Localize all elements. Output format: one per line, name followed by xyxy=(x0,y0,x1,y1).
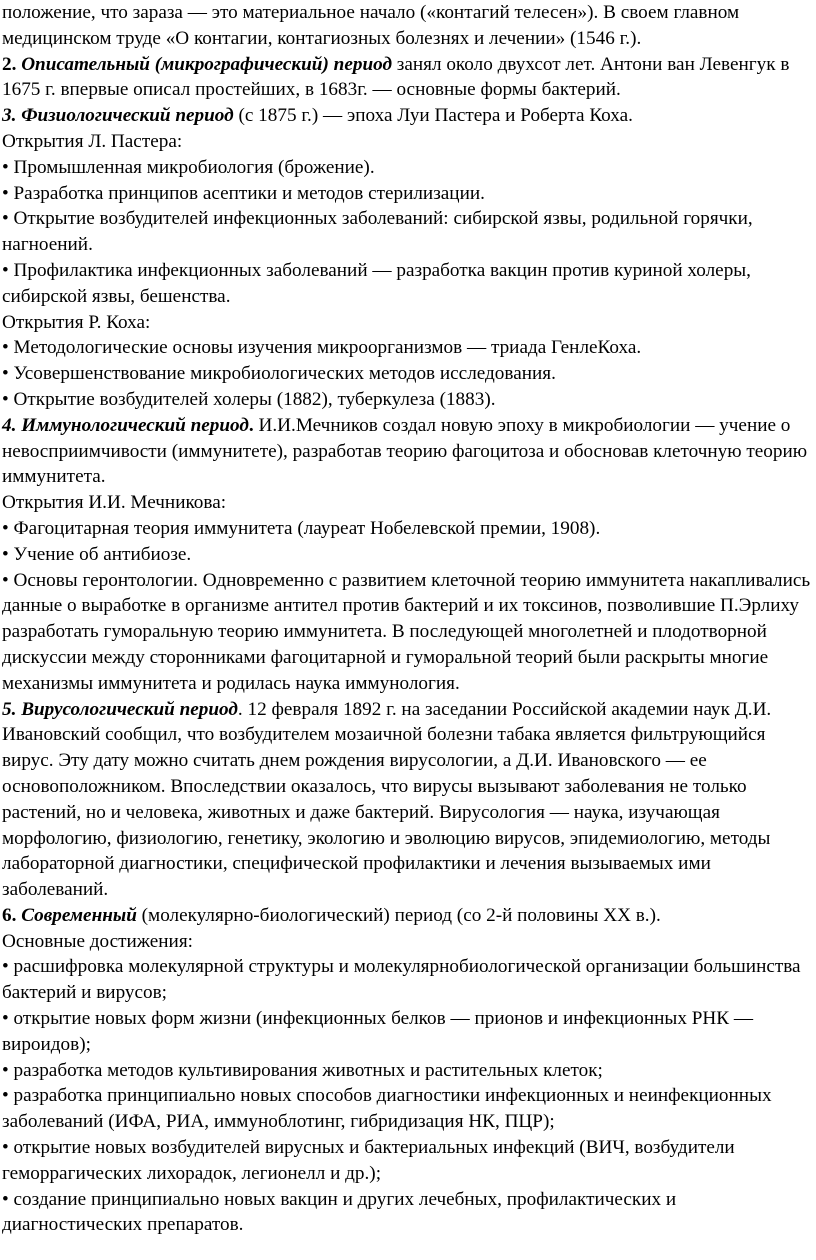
period-2-paragraph xyxy=(2,52,812,104)
period-6-title: Современный xyxy=(21,904,137,926)
period-3-title: 3. Физиологический период xyxy=(2,105,234,127)
period-3-paragraph xyxy=(2,103,812,129)
list-item: • Разработка принципов асептики и методов стерилизации. xyxy=(2,182,485,204)
period-3-text: (с 1875 г.) — эпоха Луи Пастера и Роберта Коха. xyxy=(233,105,633,127)
list-item: • Профилактика инфекционных заболеваний — разработка вакцин против куриной холеры, сибирской язвы, бешенства. xyxy=(2,259,751,307)
koch-heading: Открытия Р. Коха: xyxy=(2,311,151,333)
intro-text: положение, что зараза — это материальное начало («контагий телесен»). В своем главном медицинском труде «О контагии, контагиозных болезнях и лечении» (1546 г.). xyxy=(2,2,740,49)
list-item: • Учение об антибиозе. xyxy=(2,543,192,565)
list-item: • Открытие возбудителей холеры (1882), туберкулеза (1883). xyxy=(2,388,496,410)
period-5-title: 5. Вирусологический период xyxy=(2,698,238,720)
list-item: • Усовершенствование микробиологических методов исследования. xyxy=(2,363,556,385)
list-item: • разработка принципиально новых способов диагностики инфекционных и неинфекционных заболеваний (ИФА, РИА, иммуноблотинг, гибридизация НК, ПЦР); xyxy=(2,1085,772,1133)
list-item: • Открытие возбудителей инфекционных заболеваний: сибирской язвы, родильной горячки, нагноений. xyxy=(2,208,753,256)
list-item: • разработка методов культивирования животных и растительных клеток; xyxy=(2,1059,603,1081)
period-4-paragraph xyxy=(2,413,812,490)
pasteur-heading: Открытия Л. Пастера: xyxy=(2,130,183,152)
period-5-text: . 12 февраля 1892 г. на заседании Российской академии наук Д.И. Ивановский сообщил, что возбудителем мозаичной болезни табака является фильтрующийся вирус. Эту дату можно считать днем рождения вирусологии, а Д.И. Ивановского — ее основоположником. Впоследствии оказалось, что вирусы вызывают заболевания не только растений, но и человека, животных и даже бактерий. Вирусология — наука, изучающая морфологию, физиологию, генетику, экологию и эволюцию вирусов, эпидемиологию, методы лабораторной диагностики, специфической профилактики и лечения вызываемых ими заболеваний. xyxy=(2,698,772,901)
list-item: • Методологические основы изучения микроорганизмов — триада ГенлеКоха. xyxy=(2,337,642,359)
list-item: • открытие новых форм жизни (инфекционных белков — прионов и инфекционных РНК — вироидов); xyxy=(2,1008,754,1055)
period-4-dot: . xyxy=(248,414,254,436)
list-item: • Основы геронтологии. Одновременно с развитием клеточной теорию иммунитета накапливались данные о выработке в организме антител против бактерий и их токсинов, позволившие П.Эрлиху разработать гуморальную теорию иммунитета. В последующей многолетней и плодотворной дискуссии между сторонниками фагоцитарной и гуморальной теорий были раскрыты многие механизмы иммунитета и родилась наука иммунология. xyxy=(2,569,811,694)
list-item: • Промышленная микробиология (брожение). xyxy=(2,156,375,178)
period-6-text: (молекулярно-биологический) период (со 2-й половины XX в.). xyxy=(136,904,661,926)
mechnikov-heading: Открытия И.И. Мечникова: xyxy=(2,492,227,514)
intro-paragraph xyxy=(2,0,812,52)
period-2-text: занял около двухсот лет. Антони ван Левенгук в 1675 г. впервые описал простейших, в 1683г. — основные формы бактерий. xyxy=(2,53,790,101)
period-2-number: 2. xyxy=(2,53,17,75)
list-item: • Фагоцитарная теория иммунитета (лауреат Нобелевской премии, 1908). xyxy=(2,517,601,539)
period-5-paragraph xyxy=(2,697,812,903)
list-item: • открытие новых возбудителей вирусных и бактериальных инфекций (ВИЧ, возбудители геморрагических лихорадок, легионелл и др.); xyxy=(2,1137,735,1184)
period-2-title: Описательный (микрографический) период xyxy=(21,53,392,75)
list-item: • создание принципиально новых вакцин и других лечебных, профилактических и диагностических препаратов. xyxy=(2,1188,677,1236)
period-4-title: 4. Иммунологический период xyxy=(2,414,249,436)
modern-heading: Основные достижения: xyxy=(2,930,193,952)
period-4-text: И.И.Мечников создал новую эпоху в микробиологии — учение о невосприимчивости (иммунитете), разработав теорию фагоцитоза и обосновав клеточную теорию иммунитета. xyxy=(2,414,808,488)
period-6-paragraph xyxy=(2,903,812,929)
list-item: • расшифровка молекулярной структуры и молекулярнобиологической организации большинства бактерий и вирусов; xyxy=(2,956,801,1004)
period-6-number: 6. xyxy=(2,904,17,926)
